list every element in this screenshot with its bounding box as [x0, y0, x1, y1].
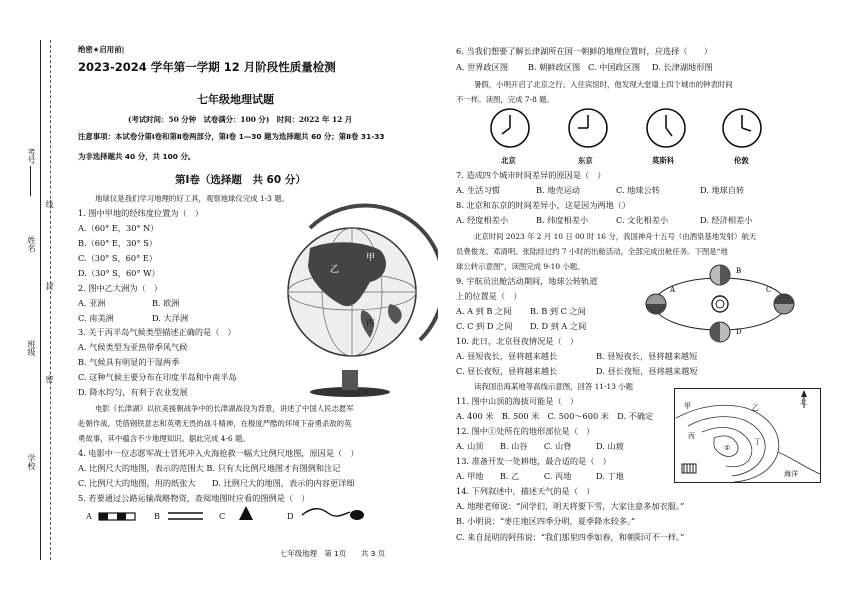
q3-option-b: B. 气候具有明显的干湿两季 — [78, 357, 180, 367]
secret-mark: 绝密★启用前| — [78, 45, 125, 54]
exam-no-blank — [30, 166, 31, 196]
film-text-2: 赴朝作战，凭借钢铁意志和英勇无畏的战斗精神，在极度严酷的环境下奋勇杀敌的英 — [78, 419, 352, 428]
q7-option-a: A. 生活习惯 — [456, 185, 500, 195]
space-text-1: 北京时间 2023 年 2 月 10 日 00 时 16 分，我国神舟十五号（由酒泉基地发射）航天 — [474, 232, 757, 241]
q11-options: A. 400 米 B. 500 米 C. 500～600 米 D. 不确定 — [456, 411, 654, 421]
q10-stem: 10. 此日，北京昼夜情况是（ ） — [456, 336, 579, 346]
q7-stem: 7. 造成四个城市时间差异的原因是（ ） — [456, 170, 606, 180]
contour-intro: 读我国沿海某地等高线示意图，回答 11-13 小题 — [474, 382, 634, 391]
q9-stem-cont: 上的位置是（ ） — [456, 291, 522, 301]
q6-option-d: D. 长津湖地形图 — [652, 62, 713, 72]
q10-option-c: C. 昼长夜短，昼将越来越长 — [456, 366, 558, 376]
q8-option-a: A. 经度相差小 — [456, 215, 509, 225]
q7-option-c: C. 地球公转 — [616, 185, 660, 195]
school-label: 学校 — [27, 454, 36, 470]
q1-option-a: A.（60° E，30° N） — [78, 223, 159, 233]
exam-title: 2023-2024 学年第一学期 12 月阶段性质量检测 — [78, 60, 336, 74]
notice-line-1: 注意事项：本试卷分第Ⅰ卷和第Ⅱ卷两部分，第Ⅰ卷 1—30 题为选择题共 60 分；第Ⅱ卷 31-33 — [78, 132, 385, 141]
space-text-2: 员费俊龙、邓清明、张陆经过约 7 小时的出舱活动，全部完成出舱任务。下图是“地 — [456, 247, 728, 256]
contour-label-jia: 甲 — [684, 402, 691, 410]
q9-option-c: C. C 到 D 之间 — [456, 321, 513, 331]
q2-option-a: A. 亚洲 — [78, 298, 106, 308]
q4-options-ab: A. 比例尺大的地图，表示的范围大 B. 只有大比例尺地图才有图例和注记 — [78, 463, 341, 473]
q5-option-d: D — [287, 511, 294, 521]
exam-subject: 七年级地理试题 — [197, 93, 274, 106]
q7-option-b: B. 地壳运动 — [536, 185, 580, 195]
orbit-label-d: D — [736, 328, 742, 336]
binding-line-char: 线 — [45, 200, 54, 208]
q14-stem: 14. 下列叙述中，描述天气的是（ ） — [456, 486, 595, 496]
q5-option-a: A — [86, 511, 92, 521]
q9-option-a: A. A 到 B 之间 — [456, 306, 512, 316]
q13-options: A. 甲地 B. 乙 C. 丙地 D. 丁地 — [456, 471, 624, 481]
q3-stem: 3. 关于丙半岛气候类型描述正确的是（ ） — [78, 327, 236, 337]
q4-options-cd: C. 比例尺大的地图，用的纸张大 D. 比例尺大的地图，表示的内容更详细 — [78, 478, 355, 488]
q2-option-c: C. 南美洲 — [78, 313, 114, 323]
clock-label-london: 伦敦 — [734, 156, 749, 165]
binding-line — [40, 40, 41, 560]
q3-option-d: D. 降水均匀，有利于农业发展 — [78, 387, 188, 397]
q13-stem: 13. 准备开发一处耕地，最合适的是（ ） — [456, 456, 611, 466]
clock-label-tokyo: 东京 — [578, 156, 593, 165]
globe-label-jia: 甲 — [366, 253, 376, 263]
binding-dash-line — [50, 40, 51, 560]
summer-text-1: 暑假，小明开启了北京之行。入住宾馆时，他发现大堂墙上四个城市的钟表时间 — [474, 80, 733, 89]
q10-option-a: A. 昼短夜长，昼将越来越长 — [456, 351, 558, 361]
earth-orbit-diagram — [640, 262, 800, 346]
q6-option-c: C. 中国政区图 — [588, 62, 641, 72]
railway-legend-icon — [98, 511, 138, 523]
clock-moscow — [647, 109, 685, 147]
q2-option-d: D. 大洋洲 — [152, 313, 189, 323]
globe-label-yi: 乙 — [330, 265, 340, 275]
contour-label-ding: 丁 — [754, 438, 761, 446]
q10-option-b: B. 昼短夜长，昼将越来越短 — [596, 351, 698, 361]
q6-option-a: A. 世界政区图 — [456, 62, 509, 72]
binding-seal-char: 封 — [45, 282, 54, 290]
q9-option-d: D. D 到 A 之间 — [530, 321, 587, 331]
name-label: 姓名 — [27, 236, 36, 252]
q10-option-d: D. 昼长夜短，昼将越来越短 — [596, 366, 698, 376]
film-text-3: 勇故事，其中蕴含不少地理知识。据此完成 4-6 题。 — [78, 434, 250, 443]
section-1-title: 第Ⅰ卷（选择题 共 60 分） — [175, 174, 306, 186]
river-lake-legend-icon — [300, 503, 366, 523]
q4-stem: 4. 电影中一位志愿军战士冒死冲入火海抢救一幅大比例尺地图，原因是（ ） — [78, 448, 359, 458]
q8-option-d: D. 经济相差小 — [700, 215, 753, 225]
q14-option-b: B. 小明说：“枣庄地区四季分明，夏季降水较多。” — [456, 516, 636, 526]
q6-option-b: B. 朝鲜政区图 — [528, 62, 581, 72]
orbit-label-a: A — [670, 286, 676, 294]
q1-stem: 1. 图中甲地的经纬度位置为（ ） — [78, 208, 204, 218]
contour-label-point-1: ① — [724, 444, 731, 452]
q12-stem: 12. 图中①处所在的地形部位是（ ） — [456, 426, 595, 436]
clock-beijing — [491, 109, 529, 147]
clock-label-moscow: 莫斯科 — [652, 156, 675, 165]
north-arrow-label: 北 — [800, 398, 807, 406]
q3-option-c: C. 这种气候主要分布在印度半岛和中南半岛 — [78, 372, 237, 382]
binding-secret-char: 密 — [45, 375, 54, 383]
q14-option-c: C. 来自昆明的阿伟说：“我们那里四季如春，和朝阳可不一样。” — [456, 532, 685, 542]
exam-meta: (考试时间：50 分钟 试卷满分：100 分) 时间：2022 年 12 月 — [128, 115, 353, 124]
contour-label-yi: 乙 — [752, 404, 759, 412]
q1-option-d: D.（30° S，60° W） — [78, 268, 160, 278]
space-text-3: 球公转示意图”，读图完成 9-10 小题。 — [456, 262, 585, 271]
q5-option-c: C — [219, 511, 226, 521]
film-text-1: 电影《长津湖》以抗美援朝战争中的长津湖战役为背景，讲述了中国人民志愿军 — [95, 404, 354, 413]
contour-map — [674, 388, 822, 484]
contour-label-bing: 丙 — [688, 432, 695, 440]
q8-option-c: C. 文化相差小 — [616, 215, 669, 225]
q1-option-b: B.（60° E，30° S） — [78, 238, 157, 248]
page-footer: 七年级地理 第 1页 共 3 页 — [280, 549, 386, 558]
q11-stem: 11. 图中山顶的海拔可能是（ ） — [456, 396, 579, 406]
q1-option-c: C.（30° S，60° E） — [78, 253, 157, 263]
mountain-peak-legend-icon — [238, 505, 254, 521]
q2-option-b: B. 欧洲 — [152, 298, 180, 308]
q7-option-d: D. 地球自转 — [700, 185, 745, 195]
contour-label-sea: 海洋 — [784, 470, 798, 478]
q12-options: A. 山顶 B. 山谷 C. 山脊 D. 山坡 — [456, 441, 624, 451]
q8-stem: 8. 北京和东京的时间差异小，这是因为两地（） — [456, 200, 631, 210]
clock-london — [723, 109, 761, 147]
notice-line-2: 为非选择题共 40 分，共 100 分。 — [78, 152, 196, 161]
q9-option-b: B. B 到 C 之间 — [530, 306, 586, 316]
q9-stem: 9. 宇航员出舱活动期间，地球公转轨道 — [456, 276, 598, 286]
summer-text-2: 不一样。读图，完成 7-8 题。 — [456, 95, 554, 104]
q3-option-a: A. 气候类型为亚热带季风气候 — [78, 342, 188, 352]
class-label: 班级 — [27, 340, 36, 356]
globe-illustration — [270, 200, 438, 400]
q5-stem: 5. 若要通过公路运输战略物资，查阅地图时应看的图例是（ ） — [78, 493, 310, 503]
globe-label-bing: 丙 — [366, 319, 376, 329]
q2-stem: 2. 图中乙大洲为（ ） — [78, 283, 163, 293]
q6-stem: 6. 当我们想要了解长津湖所在国一朝鲜的地理位置时，应选择（ ） — [456, 46, 713, 56]
clock-label-beijing: 北京 — [501, 156, 516, 165]
q14-option-a: A. 地理老师说：“同学们，明天将要下雪，大家注意多加衣服。” — [456, 501, 685, 511]
orbit-label-b: B — [736, 267, 742, 275]
q5-option-b: B — [154, 511, 161, 521]
exam-no-label: 考号 — [27, 148, 36, 164]
q1-3-intro: 地球仪是我们学习地理的好工具，观察地球仪完成 1-3 题。 — [95, 194, 289, 203]
orbit-label-c: C — [766, 286, 772, 294]
q8-option-b: B. 纬度相差小 — [536, 215, 589, 225]
highway-legend-icon — [167, 510, 205, 522]
clock-tokyo — [569, 109, 607, 147]
